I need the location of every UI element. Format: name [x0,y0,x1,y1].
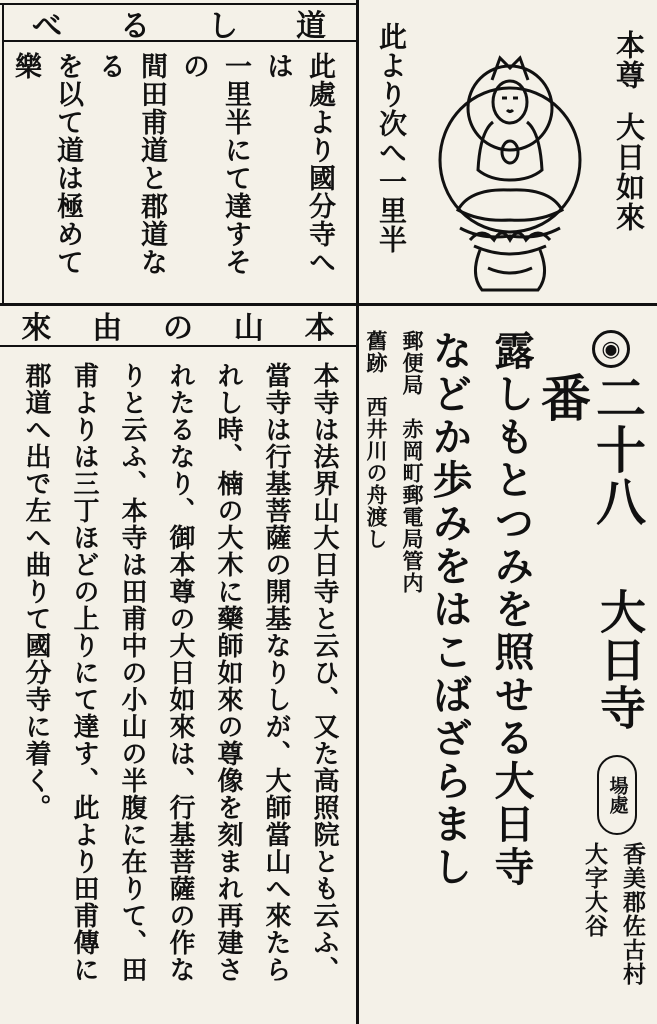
text-line: れし時、楠の大木に藥師如來の尊像を刻まれ再建さ [213,362,243,983]
text-line: 本寺は法界山大日寺と云ひ、又た高照院とも云ふ、 [309,362,339,983]
honzan-history-text [8,362,348,1018]
text-line: 當寺は行基菩薩の開基なりしが、大師當山へ來たら [261,362,291,983]
text-line: 一里半にて達すその [178,52,251,276]
poem-line: 露しもとつみを照せる大日寺 [488,330,535,889]
header-char: 由 [92,311,125,346]
address-line: 大字大谷 [581,842,608,938]
poem-line: などか歩みをはこばざらまし [426,330,473,889]
badge-mark-icon: ◉ [601,336,621,362]
header-char: し [208,8,240,44]
honzan-history-header [2,306,356,344]
temple-address [556,842,651,1020]
michishirube-text [10,52,340,298]
text-line: 此處より國分寺へは [262,52,335,276]
buddha-illustration [430,40,590,300]
header-char: 道 [296,8,328,44]
header-char: 山 [233,311,266,346]
text-line [0,52,4,298]
header-char: 本 [304,311,337,346]
seated-buddha-icon [430,40,590,300]
postal-office: 郵便局 赤岡町郵電局管内 [400,330,425,594]
text-line: を以て道は極めて樂 [10,52,83,276]
text-line: れたるなり、御本尊の大日如來は、行基菩薩の作な [165,362,195,983]
honzon-label: 本尊 [612,30,646,90]
temple-name: 大日寺 [593,588,647,732]
next-temple-distance: 此より次へ一里半 [375,22,408,254]
pilgrim-poem [412,330,542,1010]
header-char: べ [32,8,64,44]
temple-number: 二十八番 [533,372,647,528]
address-line: 香美郡佐古村 [619,842,646,986]
text-line: 間田甫道と郡道なる [94,52,167,276]
text-line: 甫よりは三丁ほどの上りにて達す、此より田甫傳に [69,362,99,983]
header-char: 來 [21,311,54,346]
header-char: の [162,311,195,346]
michishirube-header [4,5,356,44]
place-label-badge: 場處 [597,755,637,835]
historic-remains: 舊跡 西井川の舟渡し [364,330,389,550]
text-line: りと云ふ、本寺は田甫中の小山の半腹に在りて、田 [117,362,147,983]
temple-badge [592,330,630,368]
header-char: る [120,8,152,44]
honzon-name: 大日如來 [612,112,646,232]
top-right-divider [420,10,422,300]
text-line: 郡道へ出で左へ曲りて國分寺に着く。 [21,362,51,821]
